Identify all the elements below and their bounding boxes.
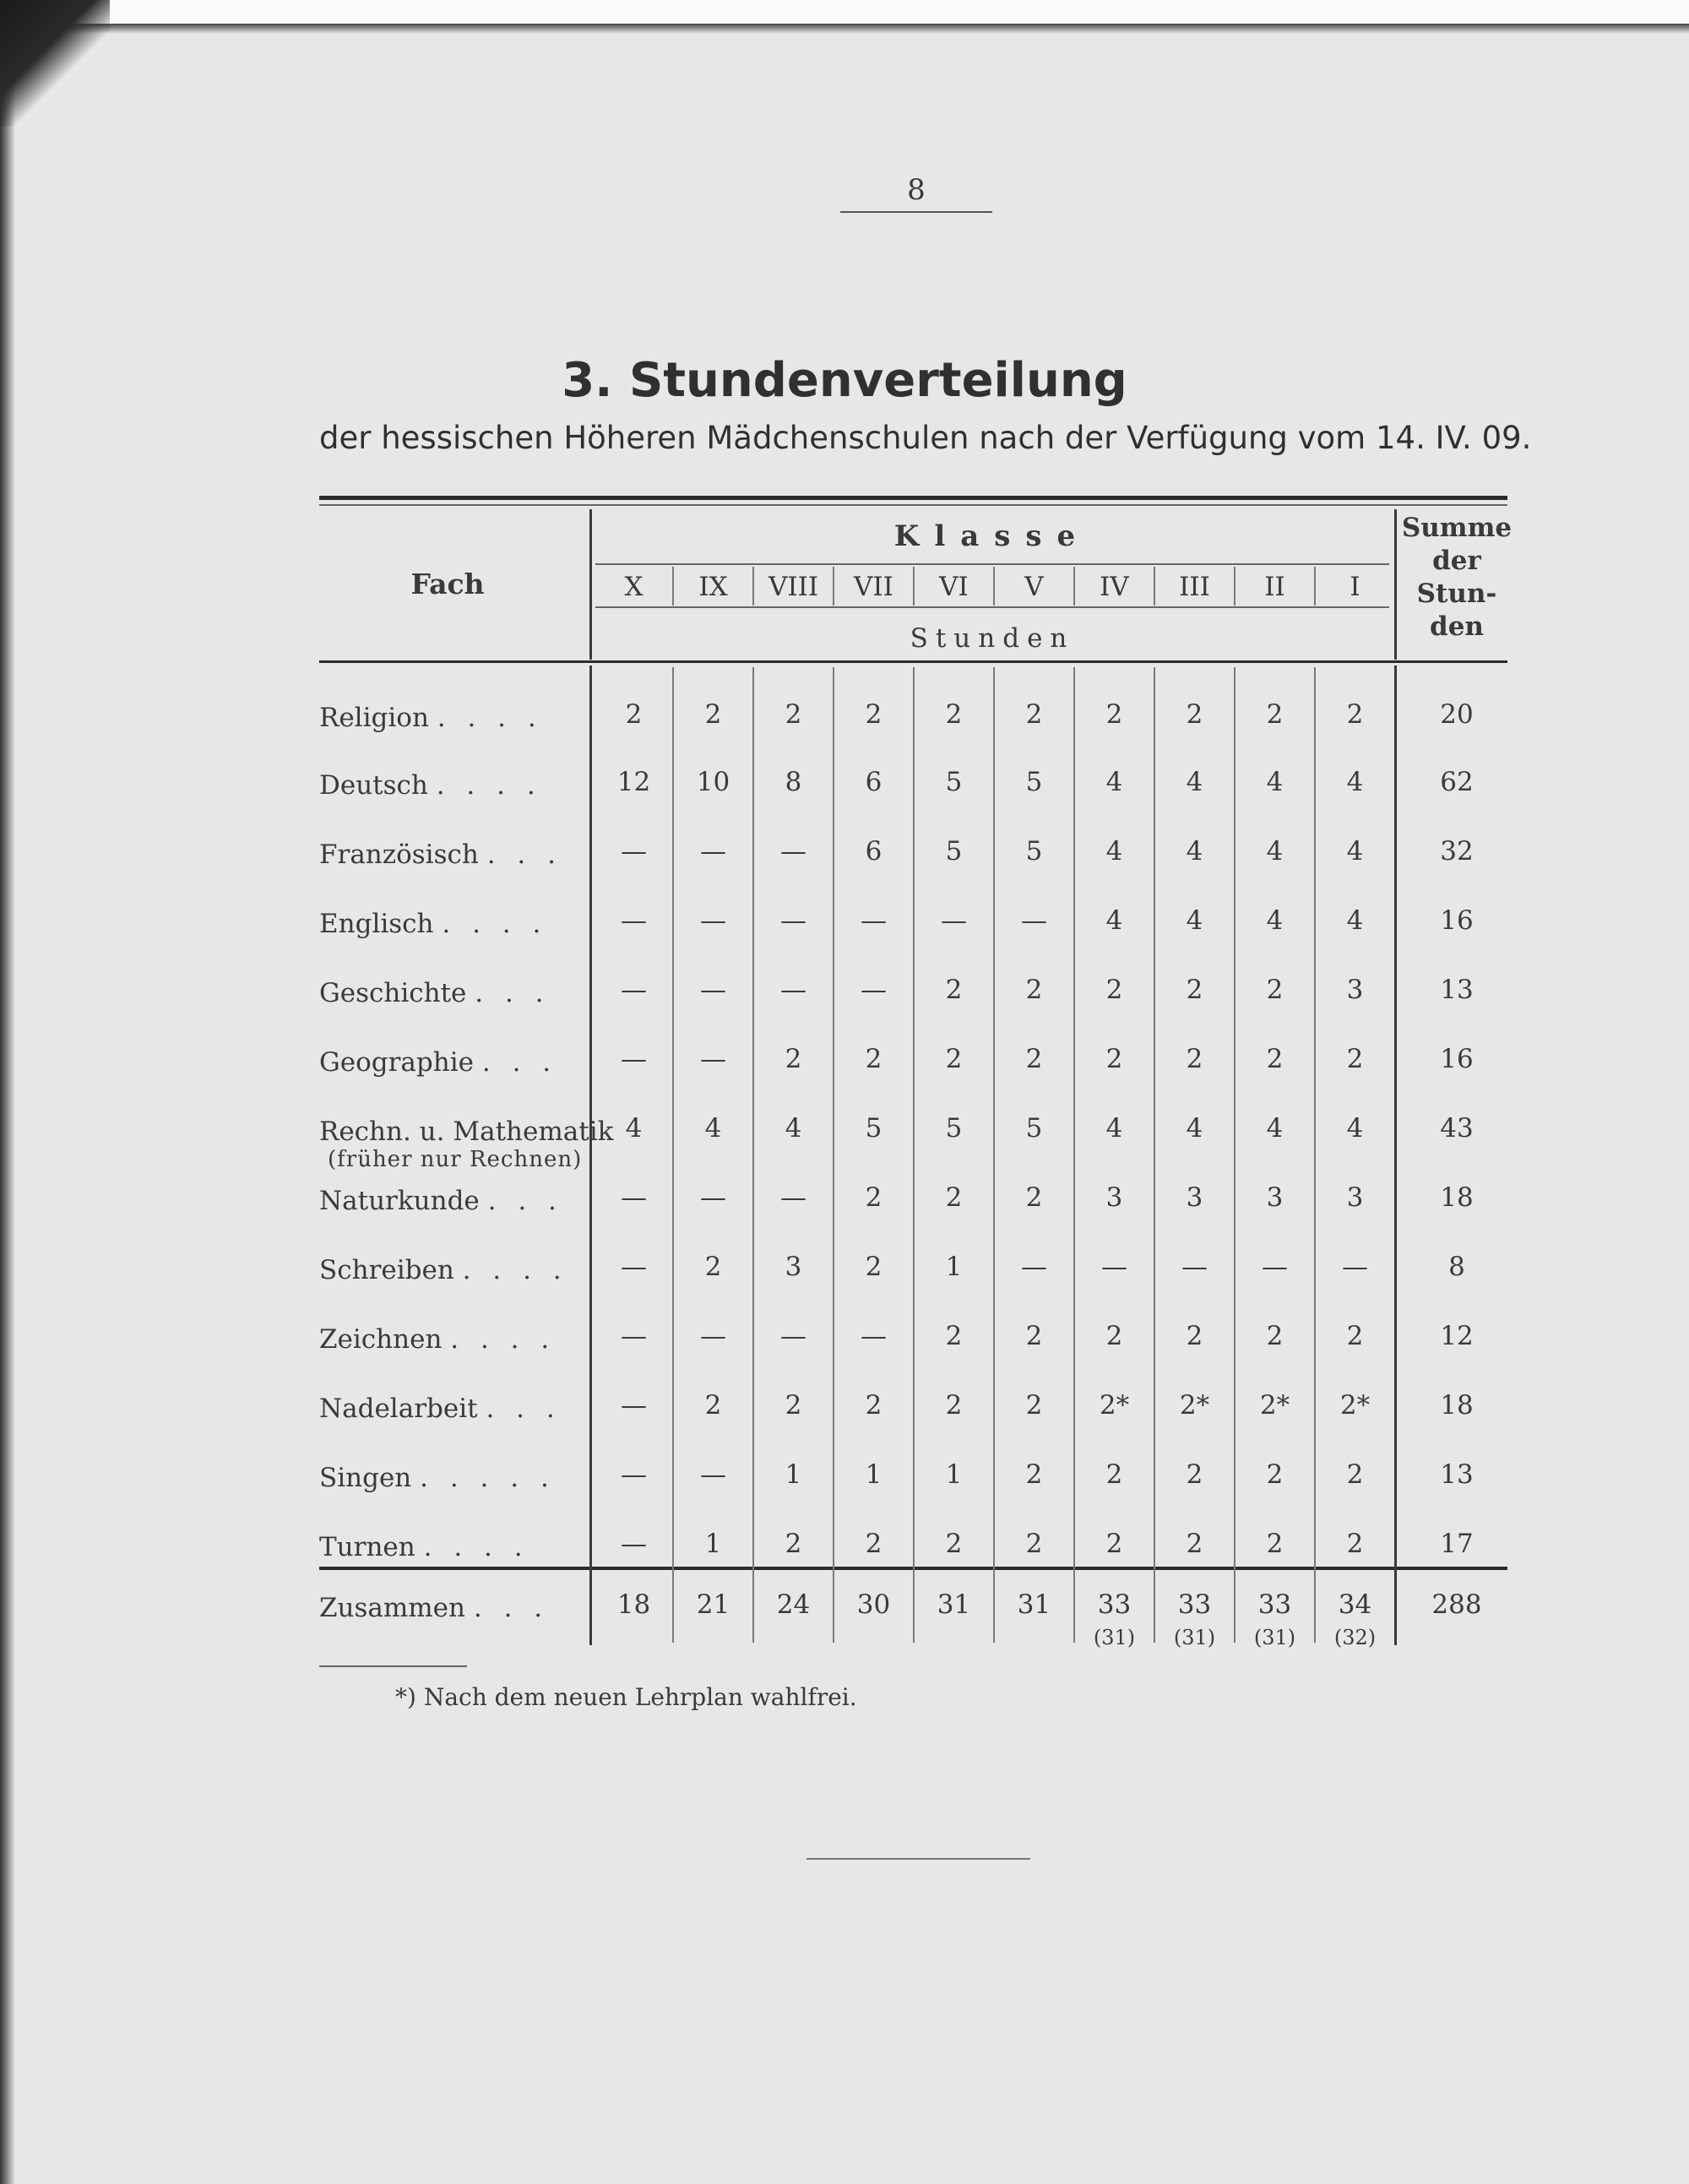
hours-cell: 4 xyxy=(1105,836,1123,867)
footnote-rule xyxy=(319,1665,467,1667)
leader-dots: . . . xyxy=(481,1047,558,1078)
hours-cell: 2 xyxy=(1346,699,1364,730)
table-top-rule xyxy=(319,496,1507,500)
hours-cell: 4 xyxy=(1346,767,1364,797)
hours-cell: — xyxy=(621,1529,647,1559)
hours-cell: 2 xyxy=(1266,1321,1284,1351)
sum-cell: 32 xyxy=(1440,836,1474,867)
hours-cell: 3 xyxy=(785,1252,802,1282)
footnote: *) Nach dem neuen Lehrplan wahlfrei. xyxy=(395,1683,857,1711)
page-subtitle: der hessischen Höheren Mädchenschulen nach der Verfügung vom 14. IV. 09. xyxy=(319,420,1532,456)
summe-divider-body xyxy=(1394,666,1397,1645)
hours-cell: 2 xyxy=(1025,1321,1043,1351)
class-column-line xyxy=(1314,667,1316,1643)
total-cell: 21 xyxy=(696,1589,730,1620)
sum-cell: 16 xyxy=(1440,1044,1474,1074)
subject-name: Singen xyxy=(319,1463,412,1493)
hours-cell: 4 xyxy=(1346,836,1364,867)
hours-cell: — xyxy=(780,975,806,1005)
hours-cell: — xyxy=(1181,1252,1208,1282)
class-header: VI xyxy=(939,572,969,602)
hours-cell: 2 xyxy=(1105,975,1123,1005)
scan-top-shadow xyxy=(68,24,1689,34)
hours-cell: 4 xyxy=(1266,836,1284,867)
scan-top-edge xyxy=(0,0,1689,24)
hours-cell: 2 xyxy=(1186,699,1203,730)
total-sub-cell: (32) xyxy=(1333,1626,1377,1649)
header-klasse: Klasse xyxy=(893,519,1091,553)
leader-dots: . . . xyxy=(475,978,551,1008)
hours-cell: 2* xyxy=(1179,1390,1210,1421)
hours-cell: 2 xyxy=(865,1182,883,1213)
leader-dots: . . . . xyxy=(442,909,548,939)
sum-cell: 17 xyxy=(1440,1529,1474,1559)
hours-cell: — xyxy=(621,905,647,936)
sum-cell: 8 xyxy=(1448,1252,1465,1282)
subject-name: Schreiben xyxy=(319,1255,454,1285)
hours-cell: 2 xyxy=(785,1529,802,1559)
subject-label xyxy=(319,1394,562,1424)
hours-cell: 3 xyxy=(1346,1182,1364,1213)
class-header: IX xyxy=(698,572,728,602)
subject-label xyxy=(319,1463,556,1493)
sum-cell: 62 xyxy=(1440,767,1474,797)
hours-cell: — xyxy=(700,836,726,867)
hours-cell: 2 xyxy=(625,699,643,730)
total-sub-cell: (31) xyxy=(1173,1626,1216,1649)
subject-label xyxy=(319,1186,563,1216)
hours-cell: 2 xyxy=(1266,699,1284,730)
hours-cell: 2 xyxy=(945,1182,963,1213)
hours-cell: 8 xyxy=(785,767,802,797)
total-cell: 33 xyxy=(1257,1589,1292,1620)
hours-cell: — xyxy=(861,975,887,1005)
hours-cell: — xyxy=(780,905,806,936)
subject-name: Rechn. u. Mathematik xyxy=(319,1116,614,1147)
total-cell: 33 xyxy=(1097,1589,1132,1620)
hours-cell: 2 xyxy=(1105,1044,1123,1074)
hours-cell: 2 xyxy=(1186,1044,1203,1074)
hours-cell: 5 xyxy=(945,767,963,797)
hours-cell: 4 xyxy=(1186,836,1203,867)
hours-cell: 2 xyxy=(945,1390,963,1421)
hours-cell: 2 xyxy=(704,1390,722,1421)
fach-divider-body xyxy=(589,666,592,1645)
class-header: IV xyxy=(1100,572,1129,602)
total-label xyxy=(319,1593,549,1623)
class-column-line xyxy=(993,667,995,1643)
hours-cell: 4 xyxy=(785,1113,802,1144)
subject-name: Nadelarbeit xyxy=(319,1394,478,1424)
hours-cell: 2 xyxy=(1186,1459,1203,1490)
klasse-underline xyxy=(595,563,1389,565)
hours-cell: 2 xyxy=(1346,1459,1364,1490)
hours-cell: — xyxy=(700,975,726,1005)
hours-cell: 2 xyxy=(865,1529,883,1559)
hours-cell: — xyxy=(621,836,647,867)
hours-cell: 2 xyxy=(1186,1321,1203,1351)
leader-dots: . . . . xyxy=(462,1255,568,1285)
hours-cell: 2 xyxy=(865,699,883,730)
hours-cell: 2 xyxy=(1105,1321,1123,1351)
scan-left-edge xyxy=(0,0,15,2184)
hours-cell: — xyxy=(1101,1252,1127,1282)
hours-cell: 4 xyxy=(704,1113,722,1144)
hours-cell: 2* xyxy=(1259,1390,1290,1421)
hours-cell: 2 xyxy=(865,1044,883,1074)
subject-name: Naturkunde xyxy=(319,1186,480,1216)
hours-cell: 4 xyxy=(1105,905,1123,936)
leader-dots: . . . xyxy=(487,1186,563,1216)
leader-dots: . . . xyxy=(473,1593,550,1623)
hours-cell: 5 xyxy=(865,1113,883,1144)
hours-cell: 1 xyxy=(785,1459,802,1490)
header-summe-line: der xyxy=(1432,546,1481,576)
subject-label xyxy=(319,978,551,1008)
hours-cell: 4 xyxy=(625,1113,643,1144)
hours-cell: 4 xyxy=(1346,1113,1364,1144)
hours-cell: — xyxy=(621,975,647,1005)
sum-cell: 16 xyxy=(1440,905,1474,936)
hours-cell: — xyxy=(700,1182,726,1213)
hours-cell: 10 xyxy=(696,767,730,797)
hours-cell: 2 xyxy=(1025,1529,1043,1559)
header-summe-line: den xyxy=(1430,611,1484,642)
hours-cell: 6 xyxy=(865,836,883,867)
subject-label xyxy=(319,1532,530,1562)
total-cell: 24 xyxy=(776,1589,811,1620)
leader-dots: . . . . xyxy=(437,703,543,733)
hours-cell: 2 xyxy=(1266,1529,1284,1559)
class-column-line xyxy=(1154,667,1155,1643)
header-summe-line: Stun- xyxy=(1416,579,1497,609)
hours-cell: 3 xyxy=(1105,1182,1123,1213)
total-sub-cell: (31) xyxy=(1253,1626,1296,1649)
hours-cell: 2 xyxy=(1186,1529,1203,1559)
hours-cell: 5 xyxy=(1025,767,1043,797)
hours-cell: 2 xyxy=(945,699,963,730)
sum-cell: 18 xyxy=(1440,1182,1474,1213)
hours-cell: 2 xyxy=(785,1044,802,1074)
header-bottom-rule xyxy=(319,660,1507,663)
hours-cell: 2 xyxy=(1266,975,1284,1005)
subject-name: Religion xyxy=(319,703,429,733)
hours-cell: 1 xyxy=(865,1459,883,1490)
hours-cell: — xyxy=(621,1321,647,1351)
hours-cell: 2 xyxy=(1186,975,1203,1005)
leader-dots: . . . xyxy=(486,1394,562,1424)
subject-label xyxy=(319,909,547,939)
hours-cell: — xyxy=(1262,1252,1288,1282)
hours-cell: 2 xyxy=(1105,699,1123,730)
sum-cell: 43 xyxy=(1440,1113,1474,1144)
subject-name: Geschichte xyxy=(319,978,467,1008)
hours-cell: — xyxy=(700,905,726,936)
hours-cell: 5 xyxy=(1025,1113,1043,1144)
hours-cell: — xyxy=(700,1459,726,1490)
hours-cell: 2 xyxy=(1266,1459,1284,1490)
scan-corner-shadow xyxy=(0,0,110,127)
hours-cell: — xyxy=(621,1390,647,1421)
class-header: II xyxy=(1264,572,1285,602)
hours-cell: 4 xyxy=(1266,767,1284,797)
total-sub-cell: (31) xyxy=(1093,1626,1136,1649)
hours-cell: 2 xyxy=(785,1390,802,1421)
hours-cell: — xyxy=(861,1321,887,1351)
header-fach: Fach xyxy=(410,568,485,600)
hours-cell: — xyxy=(780,1182,806,1213)
page-number: 8 xyxy=(907,173,926,207)
hours-cell: 4 xyxy=(1186,1113,1203,1144)
hours-cell: 2 xyxy=(1346,1321,1364,1351)
hours-cell: — xyxy=(621,1252,647,1282)
hours-cell: 2 xyxy=(945,975,963,1005)
hours-cell: — xyxy=(941,905,967,936)
hours-cell: 2 xyxy=(865,1390,883,1421)
hours-cell: — xyxy=(780,1321,806,1351)
hours-cell: 2 xyxy=(1346,1529,1364,1559)
subject-label xyxy=(319,839,562,870)
hours-cell: 2 xyxy=(945,1044,963,1074)
hours-cell: 4 xyxy=(1266,905,1284,936)
hours-cell: 2* xyxy=(1099,1390,1130,1421)
hours-cell: 2 xyxy=(1025,1390,1043,1421)
hours-cell: 4 xyxy=(1346,905,1364,936)
total-cell: 34 xyxy=(1338,1589,1372,1620)
hours-cell: 2 xyxy=(704,699,722,730)
leader-dots: . . . . xyxy=(450,1324,557,1355)
table-top-rule-thin xyxy=(319,504,1507,506)
hours-cell: 2 xyxy=(945,1529,963,1559)
total-cell: 31 xyxy=(1017,1589,1051,1620)
page-number-rule xyxy=(840,211,992,213)
hours-cell: 2 xyxy=(1025,1182,1043,1213)
class-column-line xyxy=(672,667,674,1643)
class-column-line xyxy=(752,667,754,1643)
class-header: III xyxy=(1179,572,1210,602)
hours-cell: — xyxy=(700,1044,726,1074)
hours-cell: — xyxy=(700,1321,726,1351)
total-cell: 33 xyxy=(1177,1589,1212,1620)
hours-cell: 2 xyxy=(945,1321,963,1351)
class-header: V xyxy=(1024,572,1044,602)
hours-cell: 1 xyxy=(945,1252,963,1282)
hours-cell: 2 xyxy=(1266,1044,1284,1074)
sum-cell: 13 xyxy=(1440,1459,1474,1490)
class-header: VIII xyxy=(768,572,819,602)
total-cell: 18 xyxy=(616,1589,651,1620)
hours-cell: 4 xyxy=(1186,905,1203,936)
class-header: VII xyxy=(854,572,893,602)
class-header: I xyxy=(1350,572,1360,602)
hours-cell: — xyxy=(861,905,887,936)
sum-cell: 18 xyxy=(1440,1390,1474,1421)
hours-cell: 4 xyxy=(1186,767,1203,797)
bottom-rule xyxy=(806,1858,1030,1860)
hours-cell: — xyxy=(621,1044,647,1074)
hours-cell: 4 xyxy=(1266,1113,1284,1144)
subject-name: Geographie xyxy=(319,1047,474,1078)
hours-cell: — xyxy=(1342,1252,1368,1282)
hours-cell: — xyxy=(621,1182,647,1213)
subject-name: Englisch xyxy=(319,909,434,939)
hours-cell: — xyxy=(1021,1252,1047,1282)
subject-name: Französisch xyxy=(319,839,479,870)
hours-cell: 2 xyxy=(1025,1044,1043,1074)
total-sum-cell: 288 xyxy=(1431,1589,1482,1620)
hours-cell: 4 xyxy=(1105,1113,1123,1144)
sum-cell: 20 xyxy=(1440,699,1474,730)
class-header: X xyxy=(624,572,644,602)
hours-cell: 4 xyxy=(1105,767,1123,797)
total-cell: 30 xyxy=(856,1589,891,1620)
subject-label xyxy=(319,1047,557,1078)
class-column-line xyxy=(833,667,834,1643)
subject-name: Zeichnen xyxy=(319,1324,443,1355)
hours-cell: 3 xyxy=(1346,975,1364,1005)
hours-cell: 5 xyxy=(945,836,963,867)
hours-cell: 2 xyxy=(1025,699,1043,730)
header-summe-line: Summe xyxy=(1401,513,1512,543)
leader-dots: . . . . xyxy=(436,770,542,801)
sum-cell: 12 xyxy=(1440,1321,1474,1351)
subject-name: Turnen xyxy=(319,1532,415,1562)
class-column-line xyxy=(1234,667,1236,1643)
leader-dots: . . . . xyxy=(423,1532,530,1562)
header-stunden: Stunden xyxy=(910,623,1075,654)
hours-cell: 6 xyxy=(865,767,883,797)
subject-label xyxy=(319,1255,568,1285)
page-title: 3. Stundenverteilung xyxy=(562,353,1127,408)
leader-dots: . . . xyxy=(486,839,562,870)
hours-cell: 2 xyxy=(785,699,802,730)
roman-underline xyxy=(595,606,1389,608)
hours-cell: 5 xyxy=(945,1113,963,1144)
hours-cell: 1 xyxy=(704,1529,722,1559)
rechnen-note: (früher nur Rechnen) xyxy=(328,1147,583,1172)
hours-cell: — xyxy=(1021,905,1047,936)
total-name: Zusammen xyxy=(319,1593,465,1623)
hours-cell: 2 xyxy=(865,1252,883,1282)
hours-cell: 2* xyxy=(1339,1390,1371,1421)
hours-cell: — xyxy=(621,1459,647,1490)
sum-cell: 13 xyxy=(1440,975,1474,1005)
subject-name: Deutsch xyxy=(319,770,428,801)
hours-cell: 2 xyxy=(1346,1044,1364,1074)
class-column-line xyxy=(1073,667,1075,1643)
subject-label xyxy=(319,1324,556,1355)
hours-cell: 1 xyxy=(945,1459,963,1490)
hours-cell: 12 xyxy=(616,767,651,797)
subject-label xyxy=(319,770,542,801)
subject-label xyxy=(319,703,543,733)
hours-cell: 2 xyxy=(1025,1459,1043,1490)
hours-cell: — xyxy=(780,836,806,867)
subject-label xyxy=(319,1116,613,1147)
hours-cell: 3 xyxy=(1266,1182,1284,1213)
hours-cell: 2 xyxy=(1105,1459,1123,1490)
hours-cell: 3 xyxy=(1186,1182,1203,1213)
hours-cell: 2 xyxy=(1025,975,1043,1005)
hours-cell: 5 xyxy=(1025,836,1043,867)
leader-dots: . . . . . xyxy=(420,1463,556,1493)
hours-cell: 2 xyxy=(1105,1529,1123,1559)
total-cell: 31 xyxy=(937,1589,971,1620)
class-column-line xyxy=(913,667,915,1643)
hours-cell: 2 xyxy=(704,1252,722,1282)
header-summe xyxy=(1393,512,1520,644)
